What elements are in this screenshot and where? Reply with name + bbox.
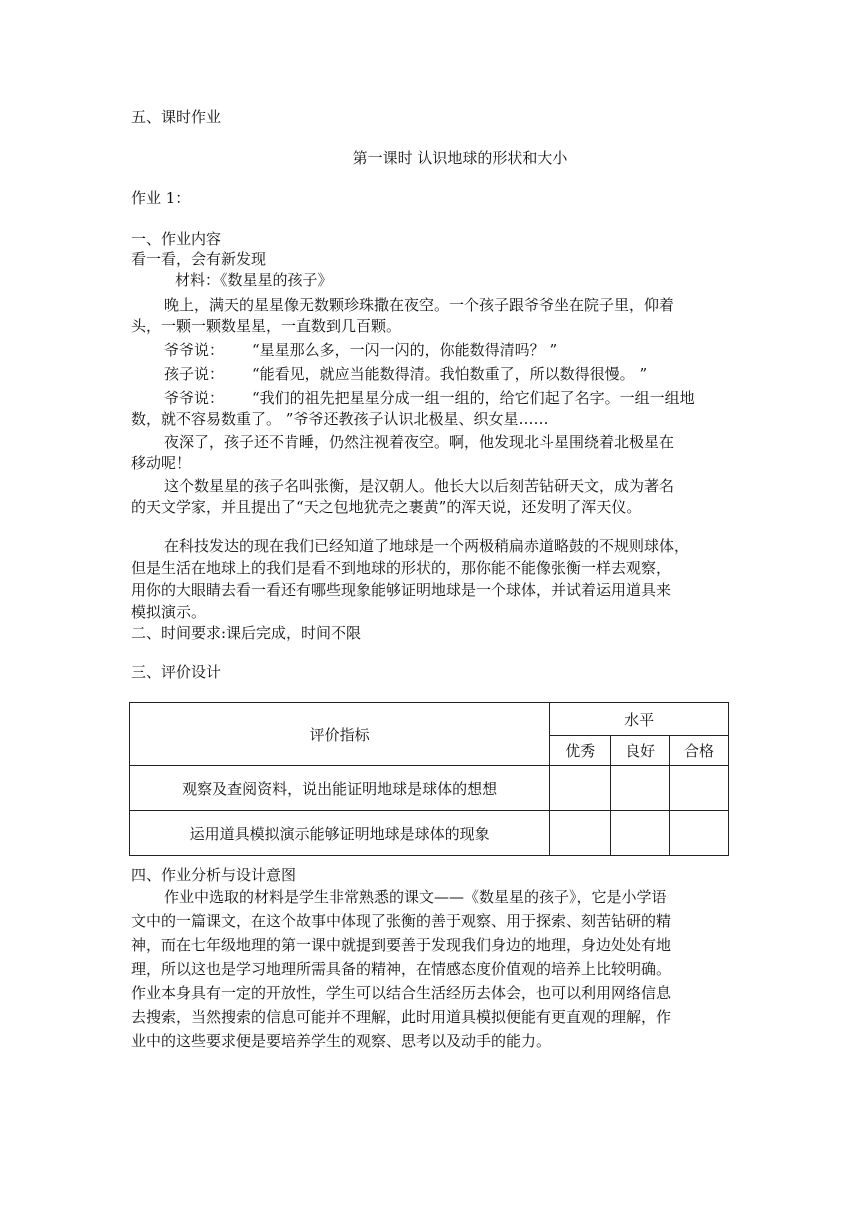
analysis-line4: 理，所以这也是学习地理所需具备的精神，在情感态度价值观的培养上比较明确。 [131, 960, 672, 978]
analysis-line5: 作业本身具有一定的开放性，学生可以结合生活经历去体会，也可以利用网络信息 [131, 984, 672, 1002]
level-pass: 合格 [670, 736, 729, 766]
lesson-title: 第一课时 认识地球的形状和大小 [352, 149, 568, 167]
intro-line: 看一看，会有新发现 [131, 250, 267, 268]
story-p1-line2: 头，一颗一颗数星星，一直数到几百颗。 [131, 317, 402, 335]
story-p5-line2: 移动呢！ [131, 454, 192, 472]
story-p5-line1: 夜深了，孩子还不肯睡，仍然注视着夜空。啊，他发现北斗星围绕着北极星在 [164, 433, 675, 451]
eval-row-indicator: 运用道具模拟演示能够证明地球是球体的现象 [130, 811, 550, 856]
indicator-header: 评价指标 [130, 703, 550, 766]
content-heading: 一、作业内容 [131, 230, 222, 248]
task-line2: 但是生活在地球上的我们是看不到地球的形状的，那你能不能像张衡一样去观察， [131, 559, 672, 577]
evaluation-table [129, 702, 729, 856]
section5-heading: 五、课时作业 [131, 108, 222, 126]
story-p3 [164, 362, 647, 386]
analysis-line2: 文中的一篇课文，在这个故事中体现了张衡的善于观察、用于探索、刻苦钻研的精 [131, 912, 672, 930]
eval-row-indicator: 观察及查阅资料，说出能证明地球是球体的想想 [130, 766, 550, 811]
analysis-line3: 神，而在七年级地理的第一课中就提到要善于发现我们身边的地理，身边处处有地 [131, 936, 672, 954]
level-header: 水平 [550, 703, 729, 736]
story-p6-line2: 的天文学家，并且提出了“天之包地犹壳之裹黄”的浑天说，还发明了浑天仪。 [131, 498, 642, 516]
speaker-grandpa: 爷爷说： [164, 341, 225, 359]
analysis-line1: 作业中选取的材料是学生非常熟悉的课文——《数星星的孩子》，它是小学语 [164, 888, 667, 906]
level-excellent: 优秀 [550, 736, 611, 766]
eval-cell [611, 811, 670, 856]
eval-cell [550, 811, 611, 856]
task-line3: 用你的大眼睛去看一看还有哪些现象能够证明地球是一个球体，并试着运用道具来 [131, 581, 672, 599]
analysis-line7: 业中的这些要求便是要培养学生的观察、思考以及动手的能力。 [131, 1032, 552, 1050]
dialogue: “我们的祖先把星星分成一组一组的，给它们起了名字。一组一组地 [252, 389, 695, 407]
time-requirement: 二、时间要求:课后完成，时间不限 [131, 624, 362, 642]
speaker-grandpa: 爷爷说： [164, 389, 225, 407]
analysis-heading: 四、作业分析与设计意图 [131, 866, 297, 884]
story-p1-line1: 晚上，满天的星星像无数颗珍珠撒在夜空。一个孩子跟爷爷坐在院子里，仰着 [164, 296, 675, 314]
story-p6-line1: 这个数星星的孩子名叫张衡，是汉朝人。他长大以后刻苦钻研天文，成为著名 [164, 477, 675, 495]
eval-cell [611, 766, 670, 811]
eval-heading: 三、评价设计 [131, 663, 222, 681]
speaker-child: 孩子说： [164, 365, 225, 383]
eval-cell [550, 766, 611, 811]
story-p4-line2: 数，就不容易数重了。 ”爷爷还教孩子认识北极星、织女星…… [131, 410, 549, 428]
level-good: 良好 [611, 736, 670, 766]
material-line: 材料：《数星星的孩子》 [175, 271, 333, 289]
story-p2 [164, 338, 557, 362]
eval-cell [670, 766, 729, 811]
dialogue: “能看见，就应当能数得清。我怕数重了，所以数得很慢。 ” [252, 365, 648, 383]
dialogue: “星星那么多，一闪一闪的，你能数得清吗？ ” [252, 341, 558, 359]
homework-label: 作业 1： [131, 189, 191, 207]
task-line4: 模拟演示。 [131, 603, 207, 621]
task-line1: 在科技发达的现在我们已经知道了地球是一个两极稍扁赤道略鼓的不规则球体， [164, 537, 690, 555]
analysis-line6: 去搜索，当然搜索的信息可能并不理解，此时用道具模拟便能有更直观的理解，作 [131, 1008, 672, 1026]
eval-cell [670, 811, 729, 856]
